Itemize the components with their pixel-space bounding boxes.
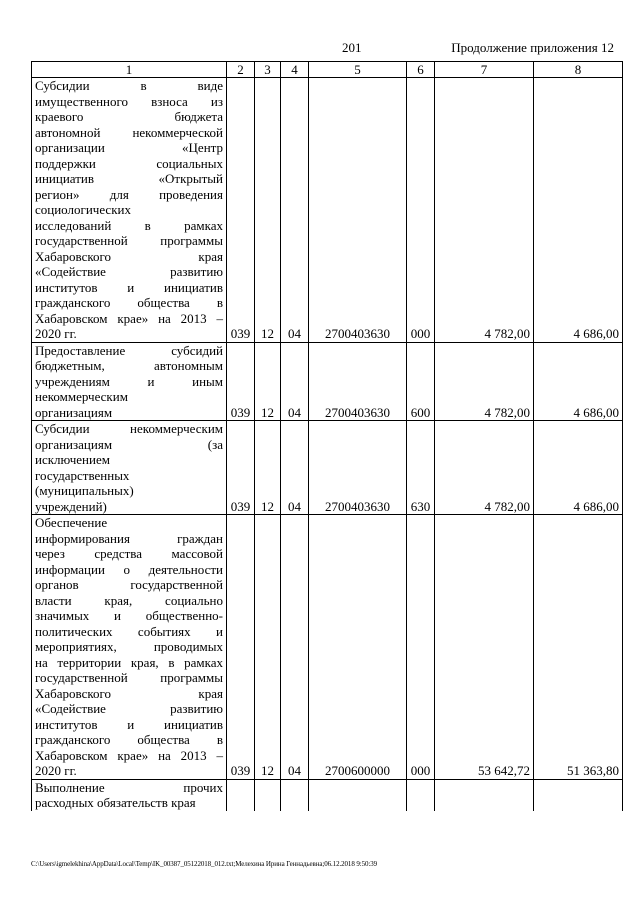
expense-name-line: автономной некоммерческой [35,124,223,140]
section-code: 12 [255,515,281,780]
empty-cell [435,779,534,811]
table-row [32,342,623,421]
expense-name-line: институтов и инициатив [35,279,223,295]
ministry-code: 039 [227,78,255,343]
expense-name-line: Субсидии в виде [35,78,223,93]
expense-name-line: Обеспечение [35,515,108,530]
amount-year-1: 53 642,72 [435,515,534,780]
section-code: 12 [255,342,281,421]
expense-name-line: (муниципальных) [35,483,134,498]
expense-name-line: «Содействие развитию [35,701,223,716]
expense-name-line: некоммерческим [35,389,128,404]
expense-name-cell [32,342,227,421]
expense-name-line: «Содействие развитию [35,264,223,279]
column-header: 1 [32,62,227,78]
expense-name-line: мероприятиях, проводимых [35,639,223,654]
expense-type-code: 000 [407,78,435,343]
column-number-row [32,62,623,78]
expense-name-cell [32,78,227,343]
subsection-code: 04 [281,342,309,421]
table-row [32,515,623,780]
table-row [32,421,623,515]
expense-type-code: 630 [407,421,435,515]
table-row-continued [32,779,623,811]
expense-name-line: на территории края, в рамках [35,654,223,670]
expense-name-line: государственной программы [35,670,223,685]
column-header: 4 [281,62,309,78]
expense-name-line: значимых и общественно- [35,608,223,623]
ministry-code: 039 [227,421,255,515]
expense-name-line: исследований в рамках [35,217,223,233]
amount-year-2: 4 686,00 [534,78,623,343]
expense-name-line: исключением [35,452,110,467]
column-header: 6 [407,62,435,78]
expense-name-line: Выполнение прочих [35,779,223,795]
expense-name-cell [32,421,227,515]
expense-type-code: 000 [407,515,435,780]
empty-cell [227,779,255,811]
expense-name-line: организации «Центр [35,140,223,155]
amount-year-1: 4 782,00 [435,78,534,343]
empty-cell [255,779,281,811]
target-article-code: 2700403630 [309,342,407,421]
target-article-code: 2700403630 [309,78,407,343]
column-header: 3 [255,62,281,78]
empty-cell [309,779,407,811]
expense-name-cell [32,515,227,780]
expense-name-line: учреждений) [35,498,107,514]
ministry-code: 039 [227,515,255,780]
expense-name-line: Хабаровском крае» на 2013 – [35,747,223,763]
expense-name-line: гражданского общества в [35,732,223,747]
expense-name-line: социологических [35,202,131,217]
column-header: 7 [435,62,534,78]
table-row [32,78,623,343]
expense-name-line: имущественного взноса из [35,93,223,109]
column-header: 8 [534,62,623,78]
page-number: 201 [342,40,362,55]
file-path-footer: C:\Users\igmelekhina\AppData\Local\Temp\IK_00387_05122018_012.txt;Мелехина Ирина Геннадьевна;06.12.2018 9:50:39 [31,860,378,868]
expense-name-line: информации о деятельности [35,561,223,577]
expense-name-line: гражданского общества в [35,295,223,310]
expense-name-line: поддержки социальных [35,155,223,171]
expense-name-line: через средства массовой [35,546,223,561]
expense-type-code: 600 [407,342,435,421]
expense-name-line: бюджетным, автономным [35,358,223,373]
page-header [0,40,640,60]
expense-name-line: Хабаровского края [35,248,223,264]
amount-year-1: 4 782,00 [435,342,534,421]
ministry-code: 039 [227,342,255,421]
section-code: 12 [255,421,281,515]
expense-name-line: Субсидии некоммерческим [35,421,223,436]
expense-name-line: расходных обязательств края [35,795,196,810]
expense-name-line: информирования граждан [35,530,223,546]
expense-name-line: Предоставление субсидий [35,342,223,358]
column-header: 2 [227,62,255,78]
expense-name-line: организациям [35,404,113,420]
section-code: 12 [255,78,281,343]
empty-cell [407,779,435,811]
expense-name-line: Хабаровского края [35,685,223,701]
expense-name-line: 2020 гг. [35,326,77,341]
appendix-continuation-label: Продолжение приложения 12 [451,40,614,55]
target-article-code: 2700600000 [309,515,407,780]
expense-name-line: 2020 гг. [35,763,77,778]
expense-name-line: государственных [35,467,130,483]
column-header: 5 [309,62,407,78]
expense-name-line: регион» для проведения [35,186,223,202]
empty-cell [281,779,309,811]
expense-name-cell [32,779,227,811]
empty-cell [534,779,623,811]
expense-name-line: органов государственной [35,577,223,592]
amount-year-1: 4 782,00 [435,421,534,515]
expense-name-line: организациям (за [35,436,223,452]
expense-name-line: краевого бюджета [35,109,223,124]
expense-name-line: государственной программы [35,233,223,248]
expense-name-line: Хабаровском крае» на 2013 – [35,310,223,326]
expense-name-line: учреждениям и иным [35,373,223,389]
amount-year-2: 4 686,00 [534,342,623,421]
subsection-code: 04 [281,515,309,780]
target-article-code: 2700403630 [309,421,407,515]
amount-year-2: 4 686,00 [534,421,623,515]
expense-name-line: институтов и инициатив [35,716,223,732]
subsection-code: 04 [281,421,309,515]
expense-name-line: инициатив «Открытый [35,171,223,186]
expense-name-line: власти края, социально [35,592,223,608]
amount-year-2: 51 363,80 [534,515,623,780]
subsection-code: 04 [281,78,309,343]
expense-name-line: политических событиях и [35,623,223,639]
budget-table [31,61,623,811]
